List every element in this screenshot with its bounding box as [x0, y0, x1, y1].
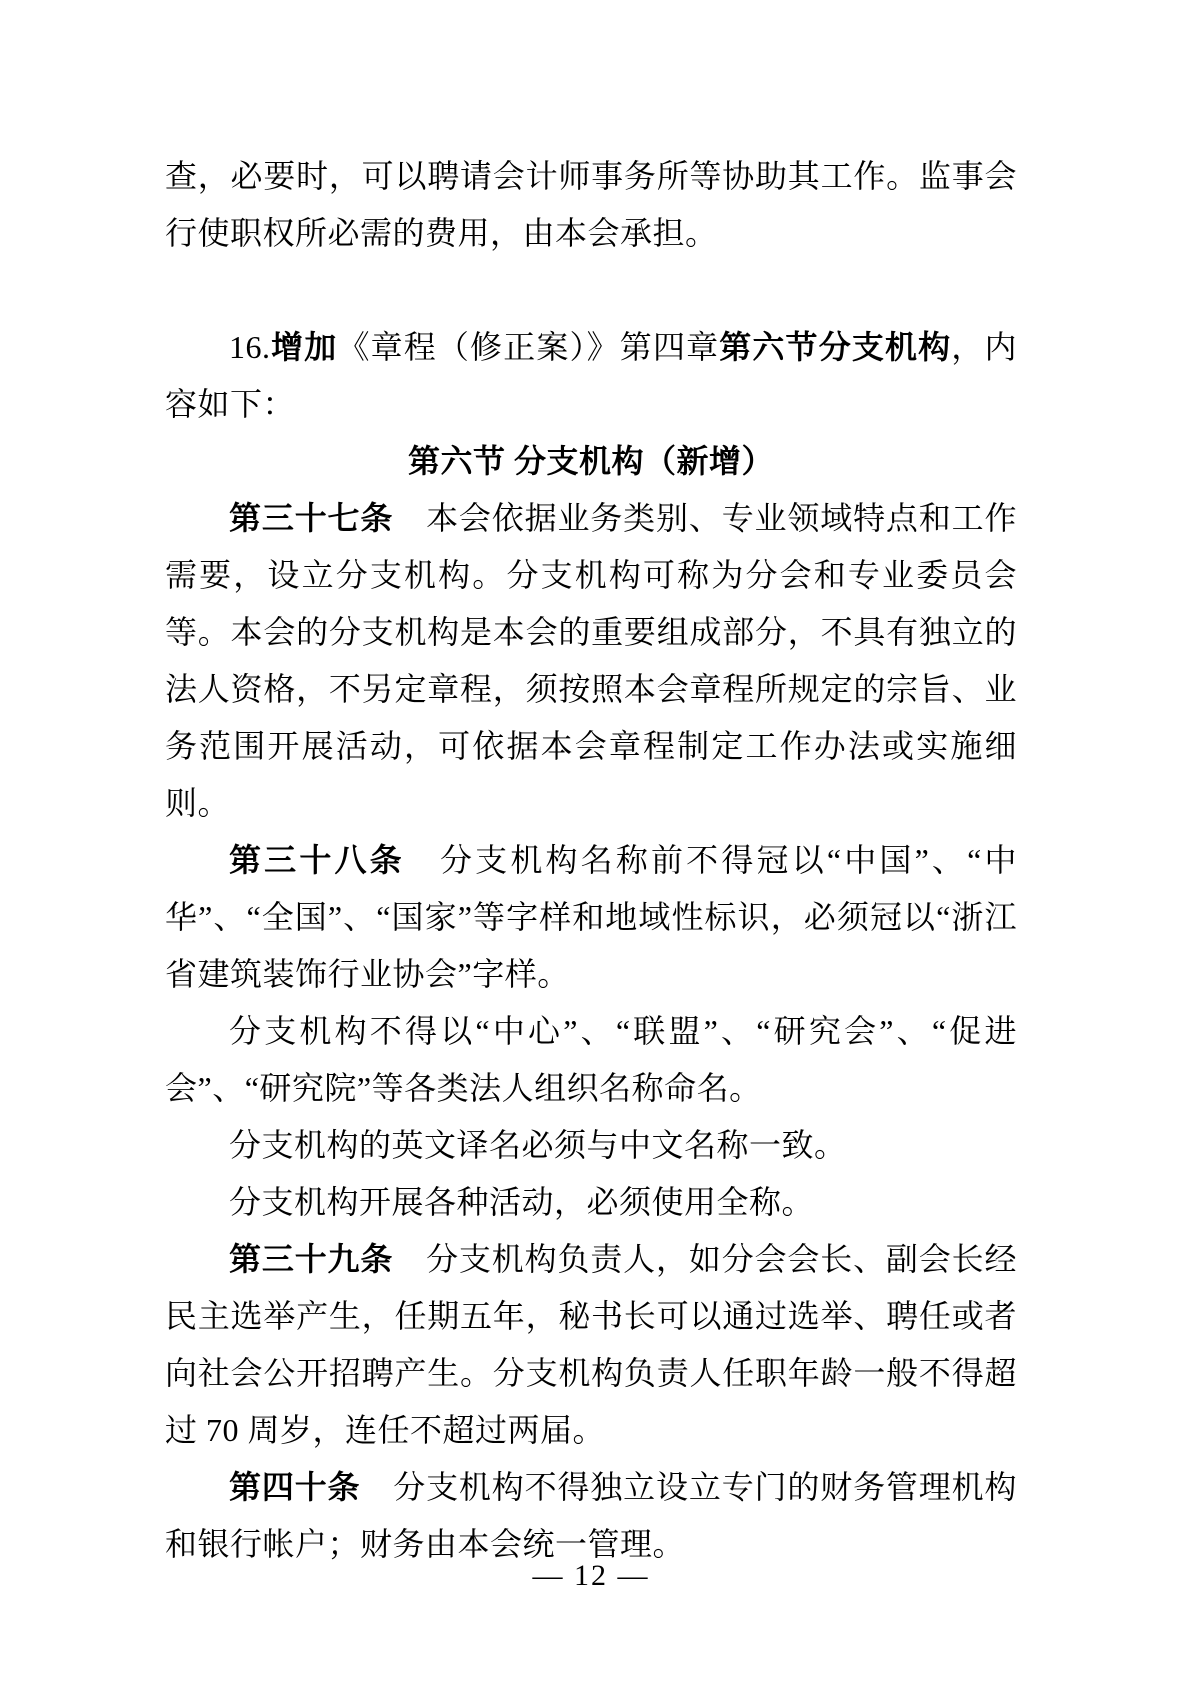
paragraph — [165, 490, 1017, 832]
text-run: 分支机构名称前不得冠以“中国”、“中华”、“全国”、“国家”等字样和地域性标识，必须冠以“浙江省建筑装饰行业协会”字样。 — [165, 842, 1017, 992]
paragraph — [165, 1174, 1017, 1231]
bold-text-run: 第六节分支机构 — [719, 329, 952, 365]
paragraph — [165, 1231, 1017, 1459]
paragraph — [165, 1003, 1017, 1117]
page-number: — 12 — — [532, 1559, 650, 1592]
bold-text-run: 第四十条 — [229, 1469, 361, 1505]
paragraph — [165, 832, 1017, 1003]
text-run: 分支机构不得独立设立专门的财务管理机构和银行帐户；财务由本会统一管理。 — [165, 1469, 1017, 1562]
bold-text-run: 增加 — [270, 329, 338, 365]
text-run: 查，必要时，可以聘请会计师事务所等协助其工作。监事会行使职权所必需的费用，由本会承担。 — [165, 158, 1017, 251]
text-run: 分支机构不得以“中心”、“联盟”、“研究会”、“促进会”、“研究院”等各类法人组织名称命名。 — [165, 1013, 1017, 1106]
paragraph — [165, 148, 1017, 262]
bold-text-run: 第三十七条 — [229, 500, 394, 536]
text-run: 分支机构的英文译名必须与中文名称一致。 — [229, 1127, 847, 1163]
document-body — [165, 148, 1017, 1573]
bold-text-run: 第三十八条 — [229, 842, 405, 878]
text-run: 《章程（修正案）》第四章 — [337, 329, 720, 365]
text-run: 分支机构负责人，如分会会长、副会长经民主选举产生，任期五年，秘书长可以通过选举、聘任或者向社会公开招聘产生。分支机构负责人任职年龄一般不得超过 70 周岁，连任不超过两届。 — [165, 1241, 1017, 1448]
paragraph — [165, 319, 1017, 433]
section-heading — [165, 433, 1017, 490]
text-run: 本会依据业务类别、专业领域特点和工作需要，设立分支机构。分支机构可称为分会和专业委员会等。本会的分支机构是本会的重要组成部分，不具有独立的法人资格，不另定章程，须按照本会章程所规定的宗旨、业务范围开展活动，可依据本会章程制定工作办法或实施细则。 — [165, 500, 1017, 821]
text-run: 分支机构开展各种活动，必须使用全称。 — [229, 1184, 815, 1220]
paragraph — [165, 1117, 1017, 1174]
bold-text-run: 第六节 分支机构（新增） — [407, 443, 774, 479]
text-run: 16. — [229, 329, 271, 365]
bold-text-run: 第三十九条 — [229, 1241, 394, 1277]
text-run: ，内容如下： — [165, 329, 1017, 422]
